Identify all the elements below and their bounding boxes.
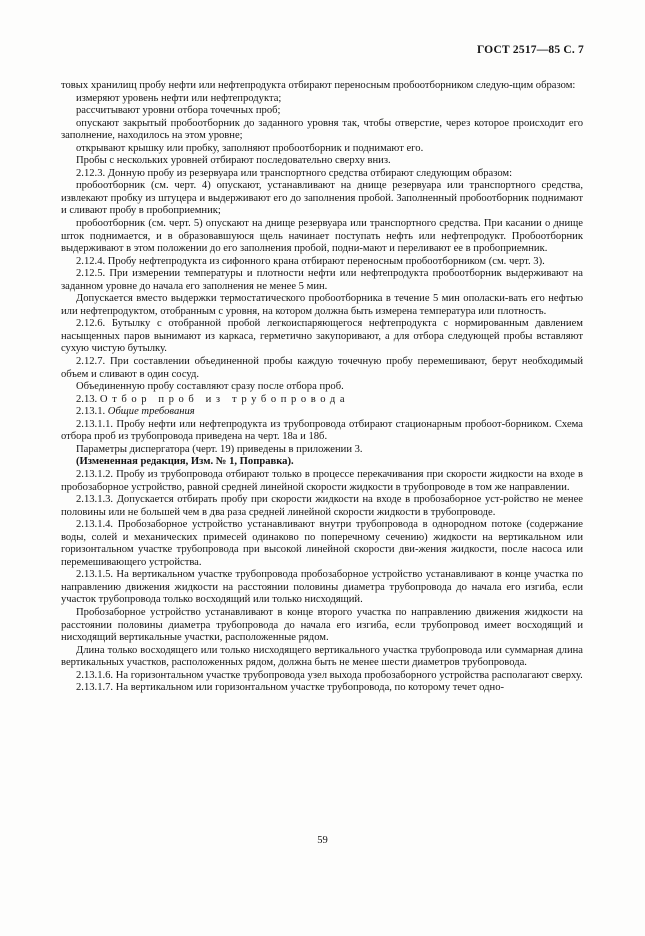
paragraph: 2.12.3. Донную пробу из резервуара или транспортного средства отбирают следующим образом: (76, 167, 513, 179)
section-heading (61, 394, 583, 407)
paragraph: 2.13.1.3. Допускается отбирать пробу при скорости жидкости на входе в пробозаборное уст-ройство не менее половины или не большей чем в два раза средней линейной скорости жидкости в трубопроводе. (61, 494, 583, 518)
paragraph: 2.13.1.6. На горизонтальном участке трубопровода узел выхода пробозаборного устройства располагают сверху. (76, 669, 583, 681)
paragraph: 2.12.6. Бутылку с отобранной пробой легкоиспаряющегося нефтепродукта с нормированным давлением насыщенных паров вынимают из каркаса, герметично закупоривают, а для отбора следующей пробы вставляют сухую чистую бутылку. (61, 318, 583, 355)
paragraph: пробоотборник (см. черт. 4) опускают, устанавливают на днище резервуара или транспортного средства, извлекают пробку из штуцера и выдерживают его до заполнения пробой. Заполненный пробоотборник поднимают и сливают пробу в пробоприемник; (61, 180, 583, 217)
page-header: ГОСТ 2517—85 С. 7 (476, 44, 584, 56)
paragraph: Параметры диспергатора (черт. 19) приведены в приложении 3. (76, 443, 363, 455)
subsection-heading (61, 406, 583, 419)
paragraph: измеряют уровень нефти или нефтепродукта; (76, 92, 282, 104)
paragraph: рассчитывают уровни отбора точечных проб; (76, 105, 281, 117)
document-body (61, 80, 583, 695)
paragraph: 2.12.7. При составлении объединенной пробы каждую точечную пробу перемешивают, берут необходимый объем и сливают в один сосуд. (61, 356, 583, 380)
paragraph: 2.13.1.4. Пробозаборное устройство устанавливают внутри трубопровода в однородном потоке (содержание воды, солей и механических примесей одинаково по поперечному сечению) жидкости на вертикальном или горизонтальном участке трубопровода при высокой линейной скорости дви-жения жидкости, после насоса или перемешивающего устройства. (61, 519, 583, 568)
paragraph: 2.12.4. Пробу нефтепродукта из сифонного крана отбирают переносным пробоотборником (см. черт. 3). (76, 255, 545, 267)
paragraph: Длина только восходящего или только нисходящего вертикального участка трубопровода или суммарная длина вертикальных участков, расположенных рядом, должна быть не менее шести диаметров трубопровода. (61, 644, 583, 669)
paragraph: товых хранилищ пробу нефти или нефтепродукта отбирают переносным пробоотборником следую-щим образом: (61, 80, 576, 91)
section-title: Отбор проб из трубопровода (99, 393, 350, 405)
paragraph: 2.13.1.7. На вертикальном или горизонтальном участке трубопровода, по которому течет одно- (76, 682, 505, 694)
paragraph: Пробозаборное устройство устанавливают в конце второго участка по направлению движения жидкости на расстоянии половины диаметра трубопровода до начала его изгиба, если трубопровод имеет восходящий и нисходящий вертикальные участки, расположенные рядом. (61, 606, 583, 644)
paragraph: пробоотборник (см. черт. 5) опускают на днище резервуара или транспортного средства. При касании о днище шток поднимается, и в образовавшуюся щель начинает поступать нефть или нефтепродукт. Пробоотборник выдерживают в этом положении до его заполнения пробой, подни-мают и переливают ее в пробоприемник. (61, 218, 583, 255)
paragraph: Объединенную пробу составляют сразу после отбора проб. (76, 381, 344, 393)
paragraph: 2.13.1.1. Пробу нефти или нефтепродукта из трубопровода отбирают стационарным пробоот-борником. Схема отбора проб из трубопровода приведена на черт. 18а и 18б. (61, 418, 583, 443)
paragraph: опускают закрытый пробоотборник до заданного уровня так, чтобы отверстие, через которое происходит его заполнение, находилось на этом уровне; (61, 117, 583, 142)
paragraph: Допускается вместо выдержки термостатического пробоотборника в течение 5 мин ополаски-вать его нефтью или нефтепродуктом, отобранным с уровня, на котором должна быть измерена температура или плотность. (61, 293, 583, 317)
page-number: 59 (317, 835, 328, 846)
paragraph: 2.13.1.2. Пробу из трубопровода отбирают только в процессе перекачивания при скорости жидкости на входе в пробозаборное устройство, равной средней линейной скорости жидкости в трубопроводе в том же направлении. (61, 468, 583, 493)
paragraph: 2.12.5. При измерении температуры и плотности нефти или нефтепродукта пробоотборник выдерживают на заданном уровне до начала его заполнения не менее 5 мин. (61, 268, 583, 292)
paragraph: 2.13.1.5. На вертикальном участке трубопровода пробозаборное устройство устанавливают в конце участка по направлению движения жидкости на расстоянии половины диаметра трубопровода до начала его изгиба, если участок трубопровода только восходящий или только нисходящий. (61, 569, 583, 606)
amendment-note: (Измененная редакция, Изм. № 1, Поправка). (76, 456, 294, 468)
subsection-title: Общие требования (107, 406, 195, 418)
subsection-number: 2.13.1. (76, 406, 106, 418)
paragraph: Пробы с нескольких уровней отбирают последовательно сверху вниз. (76, 155, 391, 167)
paragraph: открывают крышку или пробку, заполняют пробоотборник и поднимают его. (76, 142, 424, 154)
section-number: 2.13. (76, 393, 98, 405)
